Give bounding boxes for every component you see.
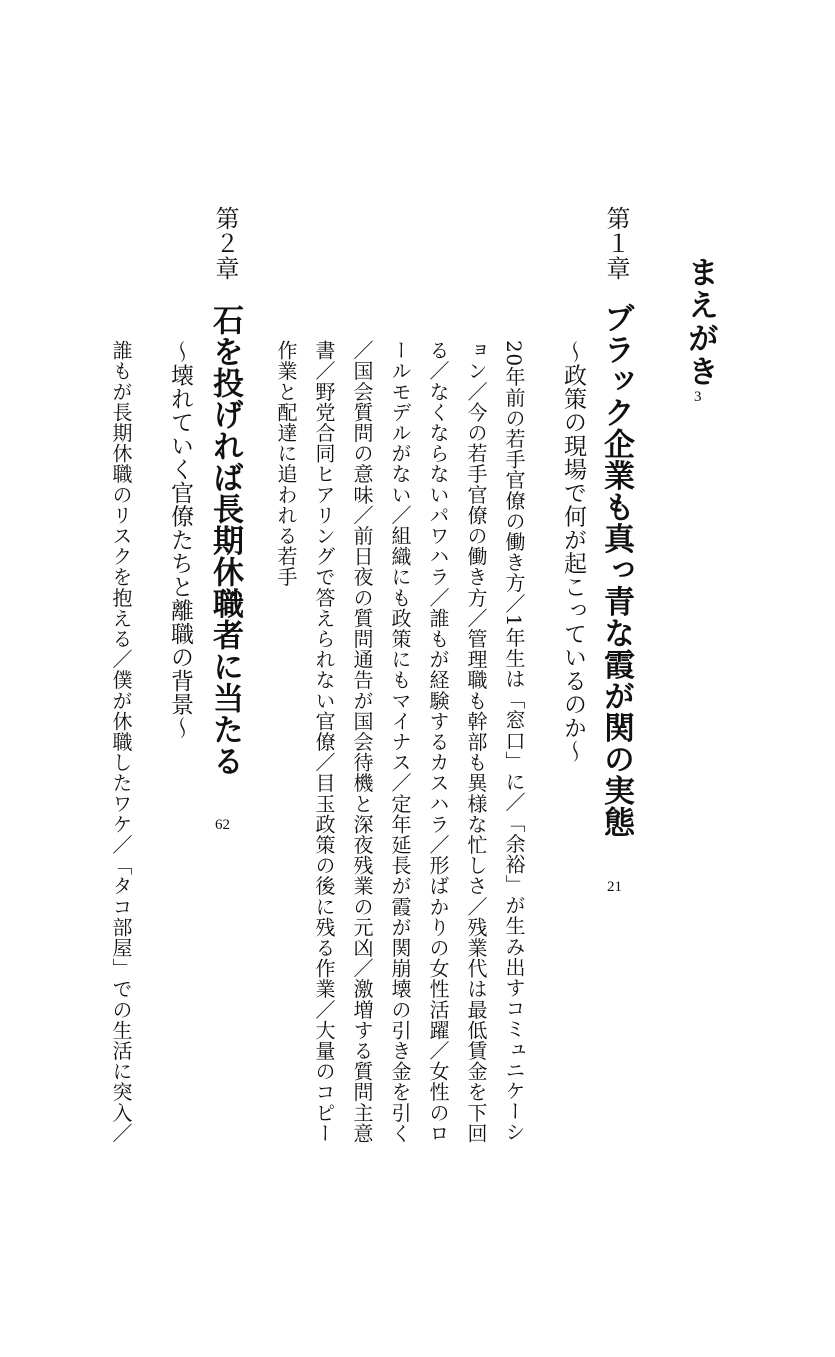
chapter2-label: 第２章 bbox=[211, 206, 239, 281]
preface-title[interactable]: まえがき bbox=[682, 256, 718, 388]
chapter2-title[interactable]: 石を投げれば長期休職者に当たる bbox=[207, 304, 243, 777]
chapter1-page-number: 21 bbox=[607, 879, 622, 895]
chapter2-page-number: 62 bbox=[215, 817, 230, 833]
chapter1-topic-line: 書／野党合同ヒアリングで答えられない官僚／目玉政策の後に残る作業／大量のコピー bbox=[312, 340, 336, 1144]
chapter1-topic-line: る／なくならないパワハラ／誰もが経験するカスハラ／形ばかりの女性活躍／女性のロ bbox=[426, 340, 450, 1144]
preface-page-number: 3 bbox=[694, 389, 702, 405]
chapter1-topic-line: 20年前の若手官僚の働き方／1年生は「窓口」に／「余裕」が生み出すコミュニケーシ bbox=[502, 340, 526, 1143]
chapter1-topic-line: ョン／今の若手官僚の働き方／管理職も幹部も異様な忙しさ／残業代は最低賃金を下回 bbox=[464, 340, 488, 1144]
chapter1-label: 第１章 bbox=[602, 206, 630, 281]
chapter2-topic-line: 誰もが長期休職のリスクを抱える／僕が休職したワケ／「タコ部屋」での生活に突入／ bbox=[109, 340, 133, 1144]
chapter1-topic-line: ／国会質問の意味／前日夜の質問通告が国会待機と深夜残業の元凶／激増する質問主意 bbox=[350, 340, 374, 1144]
chapter1-topic-line: 作業と配達に追われる若手 bbox=[274, 340, 298, 588]
chapter2-subtitle: 〜壊れていく官僚たちと離職の背景〜 bbox=[167, 340, 193, 740]
chapter1-topic-line: ールモデルがない／組織にも政策にもマイナス／定年延長が霞が関崩壊の引き金を引く bbox=[388, 340, 412, 1144]
chapter1-title[interactable]: ブラック企業も真っ青な霞が関の実態 bbox=[598, 302, 634, 838]
chapter1-subtitle: 〜政策の現場で何が起こっているのか〜 bbox=[560, 340, 586, 763]
